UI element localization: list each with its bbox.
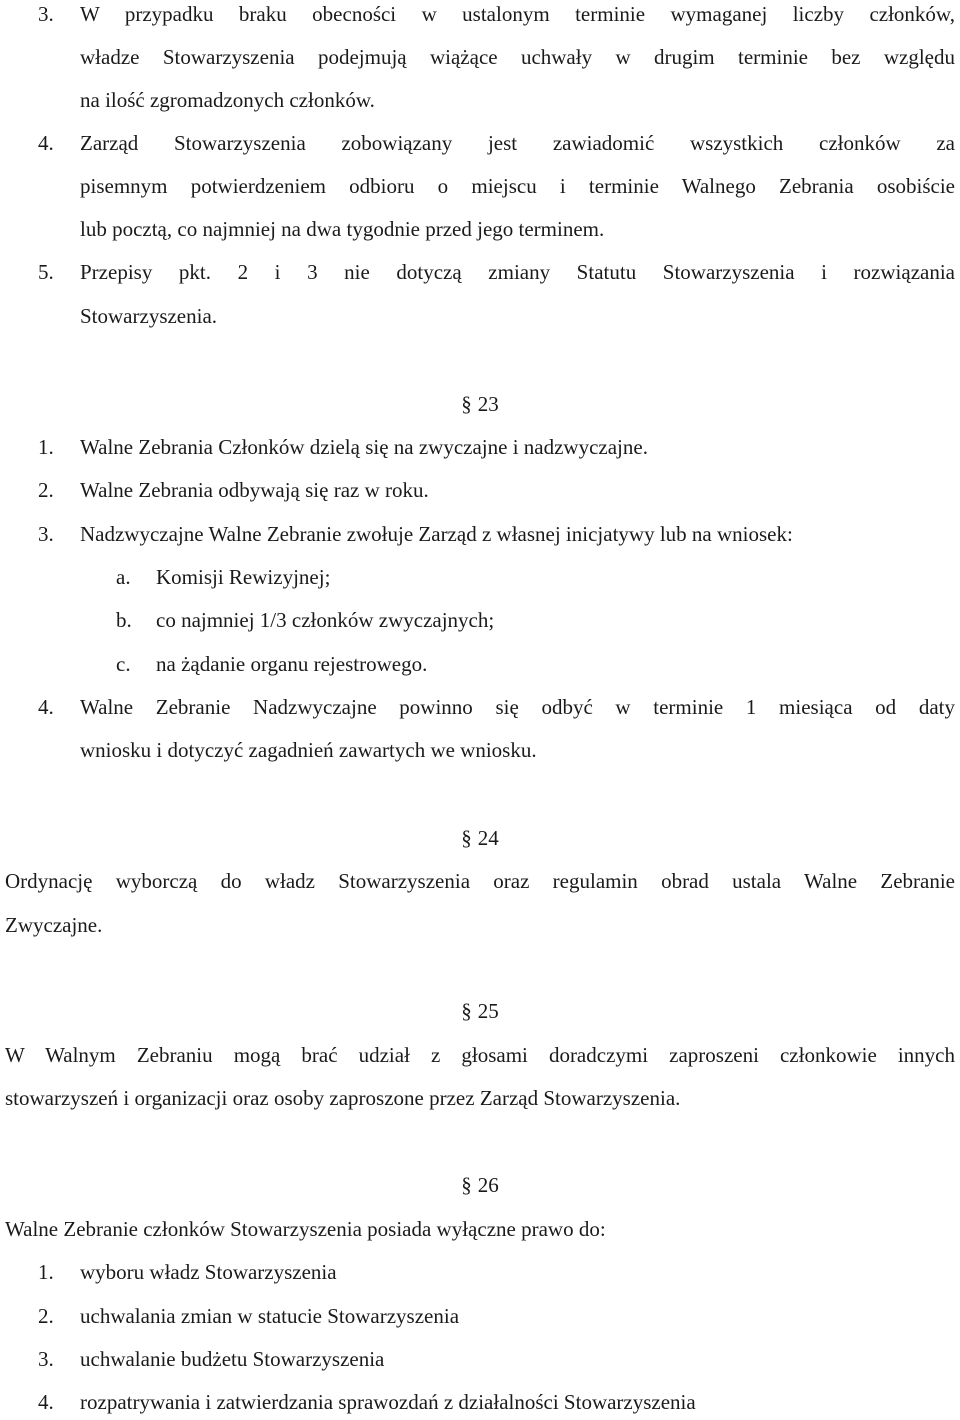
section-heading-25 <box>0 998 960 1024</box>
section-sign: § <box>461 1173 472 1197</box>
list-number: 1. <box>38 435 54 459</box>
section-heading-26 <box>0 1172 960 1198</box>
paragraph-line: Zwyczajne. <box>5 913 103 937</box>
list-number: 3. <box>38 2 54 26</box>
paragraph-line: wniosku i dotyczyć zagadnień zawartych we wniosku. <box>80 738 537 762</box>
paragraph-line: władze Stowarzyszenia podejmują wiążące uchwały w drugim terminie bez względu <box>80 45 955 69</box>
list-number: 5. <box>38 260 54 284</box>
section-sign: § <box>461 999 472 1023</box>
section-number: 26 <box>477 1173 499 1197</box>
section-number: 23 <box>477 392 499 416</box>
sublist-item: co najmniej 1/3 członków zwyczajnych; <box>156 608 495 632</box>
sublist-letter: b. <box>116 608 132 632</box>
paragraph-line: Stowarzyszenia. <box>80 304 218 328</box>
list-number: 1. <box>38 1260 54 1284</box>
list-item: rozpatrywania i zatwierdzania sprawozdań z działalności Stowarzyszenia <box>80 1390 696 1414</box>
list-item: uchwalanie budżetu Stowarzyszenia <box>80 1347 385 1371</box>
list-number: 3. <box>38 1347 54 1371</box>
paragraph-line: W przypadku braku obecności w ustalonym terminie wymaganej liczby członków, <box>80 2 955 26</box>
section-sign: § <box>461 392 472 416</box>
section-number: 24 <box>477 826 499 850</box>
list-item: uchwalania zmian w statucie Stowarzyszenia <box>80 1304 460 1328</box>
sublist-letter: a. <box>116 565 131 589</box>
section-heading-24 <box>0 825 960 851</box>
list-number: 4. <box>38 695 54 719</box>
list-number: 3. <box>38 522 54 546</box>
paragraph-line: Zarząd Stowarzyszenia zobowiązany jest zawiadomić wszystkich członków za <box>80 131 955 155</box>
paragraph-line: lub pocztą, co najmniej na dwa tygodnie przed jego terminem. <box>80 217 605 241</box>
sublist-item: na żądanie organu rejestrowego. <box>156 652 428 676</box>
list-item: Walne Zebrania odbywają się raz w roku. <box>80 478 429 502</box>
list-number: 4. <box>38 131 54 155</box>
paragraph-line: Walne Zebranie Nadzwyczajne powinno się odbyć w terminie 1 miesiąca od daty <box>80 695 955 719</box>
section-sign: § <box>461 826 472 850</box>
list-number: 2. <box>38 478 54 502</box>
list-number: 4. <box>38 1390 54 1414</box>
paragraph-line: pisemnym potwierdzeniem odbioru o miejscu i terminie Walnego Zebrania osobiście <box>80 174 955 198</box>
list-number: 2. <box>38 1304 54 1328</box>
paragraph-line: Ordynację wyborczą do władz Stowarzyszenia oraz regulamin obrad ustala Walne Zebranie <box>5 869 955 893</box>
section-number: 25 <box>477 999 499 1023</box>
paragraph-line: na ilość zgromadzonych członków. <box>80 88 375 112</box>
list-item: wyboru władz Stowarzyszenia <box>80 1260 337 1284</box>
paragraph-line: W Walnym Zebraniu mogą brać udział z głosami doradczymi zaproszeni członkowie innych <box>5 1043 955 1067</box>
list-item: Nadzwyczajne Walne Zebranie zwołuje Zarząd z własnej inicjatywy lub na wniosek: <box>80 522 793 546</box>
section-heading-23 <box>0 391 960 417</box>
paragraph-line: Przepisy pkt. 2 i 3 nie dotyczą zmiany Statutu Stowarzyszenia i rozwiązania <box>80 260 955 284</box>
list-item: Walne Zebrania Członków dzielą się na zwyczajne i nadzwyczajne. <box>80 435 648 459</box>
paragraph-line: stowarzyszeń i organizacji oraz osoby zaproszone przez Zarząd Stowarzyszenia. <box>5 1086 681 1110</box>
sublist-item: Komisji Rewizyjnej; <box>156 565 331 589</box>
paragraph-line: Walne Zebranie członków Stowarzyszenia posiada wyłączne prawo do: <box>5 1217 606 1241</box>
sublist-letter: c. <box>116 652 131 676</box>
